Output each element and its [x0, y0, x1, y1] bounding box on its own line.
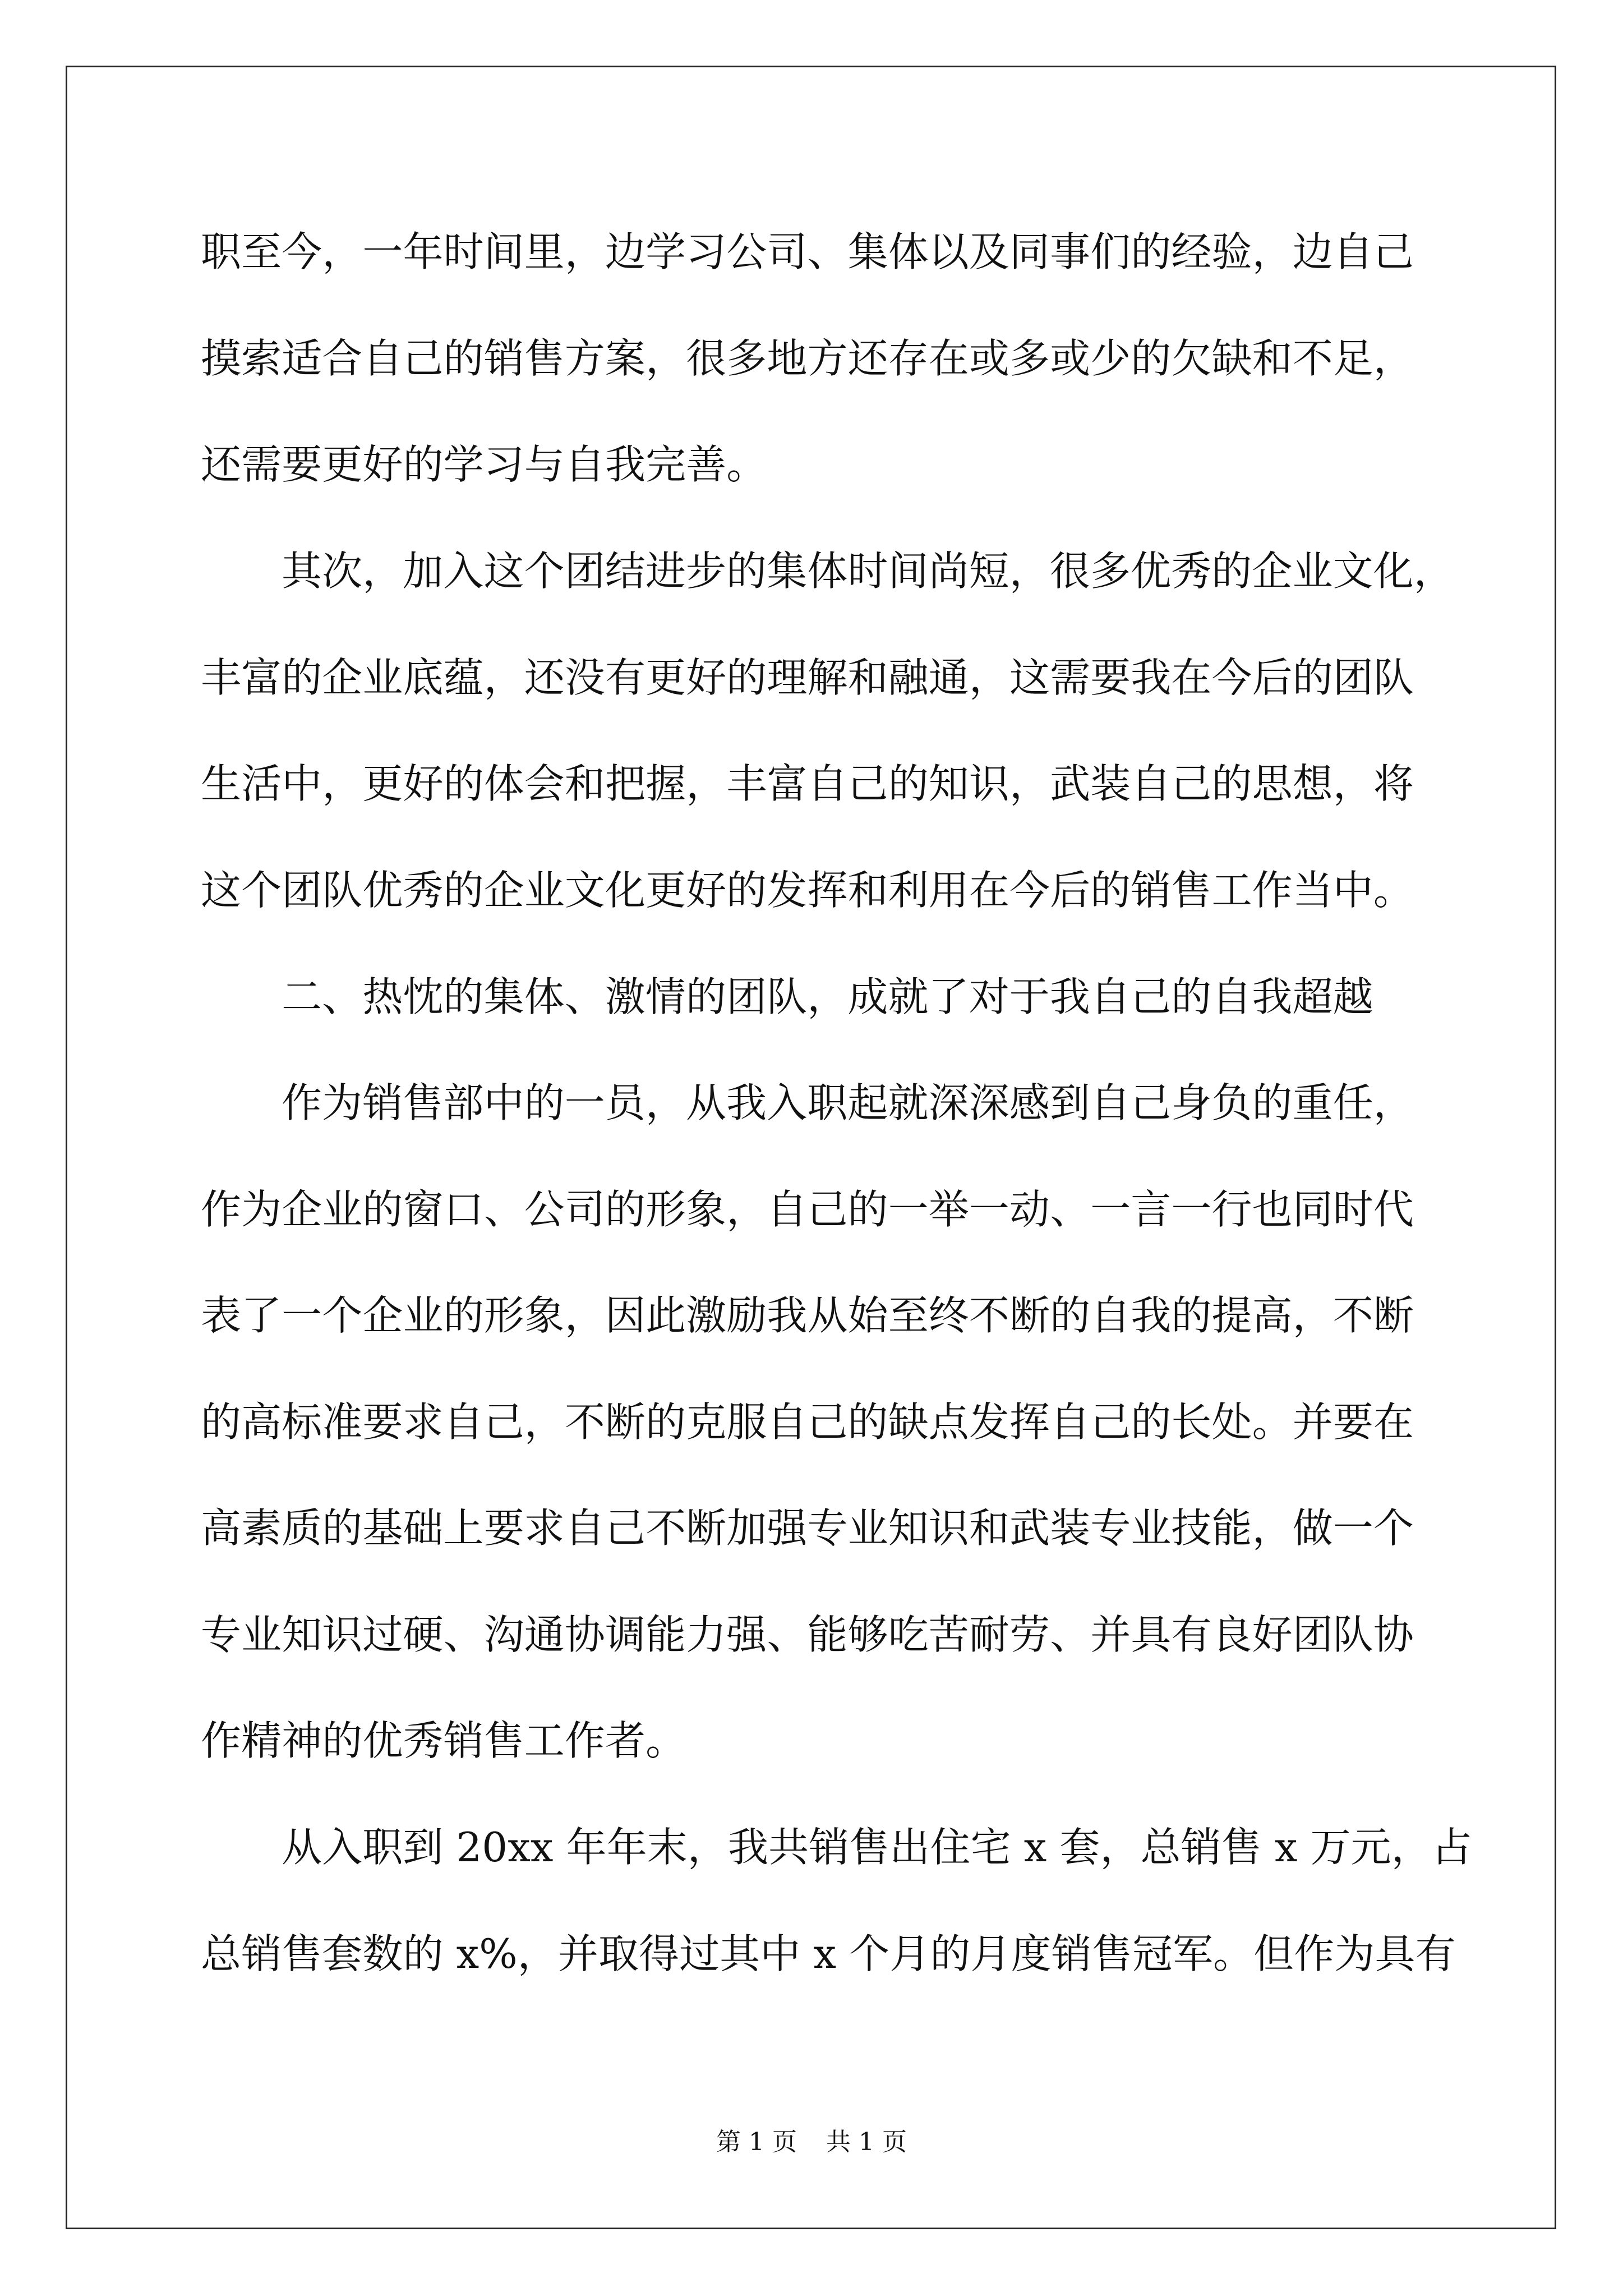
- page-number-current: 第 1 页: [716, 2128, 797, 2156]
- body-line-17: 总销售套数的 x%，并取得过其中 x 个月的月度销售冠军。但作为具有: [201, 1930, 1456, 1977]
- body-line-2: 摸索适合自己的销售方案，很多地方还存在或多或少的欠缺和不足，: [201, 335, 1414, 382]
- body-line-4: 其次，加入这个团结进步的集体时间尚短，很多优秀的企业文化，: [282, 547, 1454, 595]
- body-line-9: 作为销售部中的一员，从我入职起就深深感到自己身负的重任，: [282, 1079, 1414, 1126]
- page-number-total: 共 1 页: [826, 2128, 907, 2156]
- body-line-1: 职至今，一年时间里，边学习公司、集体以及同事们的经验，边自己: [201, 228, 1414, 275]
- body-line-6: 生活中，更好的体会和把握，丰富自己的知识，武装自己的思想，将: [201, 760, 1414, 807]
- body-line-13: 高素质的基础上要求自己不断加强专业知识和武装专业技能，做一个: [201, 1504, 1414, 1552]
- body-line-12: 的高标准要求自己，不断的克服自己的缺点发挥自己的长处。并要在: [201, 1398, 1414, 1446]
- body-line-10: 作为企业的窗口、公司的形象，自己的一举一动、一言一行也同时代: [201, 1186, 1414, 1233]
- body-line-11: 表了一个企业的形象，因此激励我从始至终不断的自我的提高，不断: [201, 1292, 1414, 1339]
- body-line-16: 从入职到 20xx 年年末，我共销售出住宅 x 套，总销售 x 万元，占: [282, 1824, 1472, 1871]
- page-border: [66, 66, 1556, 2229]
- body-line-7: 这个团队优秀的企业文化更好的发挥和利用在今后的销售工作当中。: [201, 867, 1414, 914]
- body-line-15: 作精神的优秀销售工作者。: [201, 1717, 686, 1764]
- section-heading: 二、热忱的集体、激情的团队，成就了对于我自己的自我超越: [282, 973, 1373, 1020]
- page-footer: [0, 2130, 1623, 2155]
- body-line-14: 专业知识过硬、沟通协调能力强、能够吃苦耐劳、并具有良好团队协: [201, 1611, 1414, 1658]
- body-line-3: 还需要更好的学习与自我完善。: [201, 441, 767, 488]
- body-line-5: 丰富的企业底蕴，还没有更好的理解和融通，这需要我在今后的团队: [201, 654, 1414, 701]
